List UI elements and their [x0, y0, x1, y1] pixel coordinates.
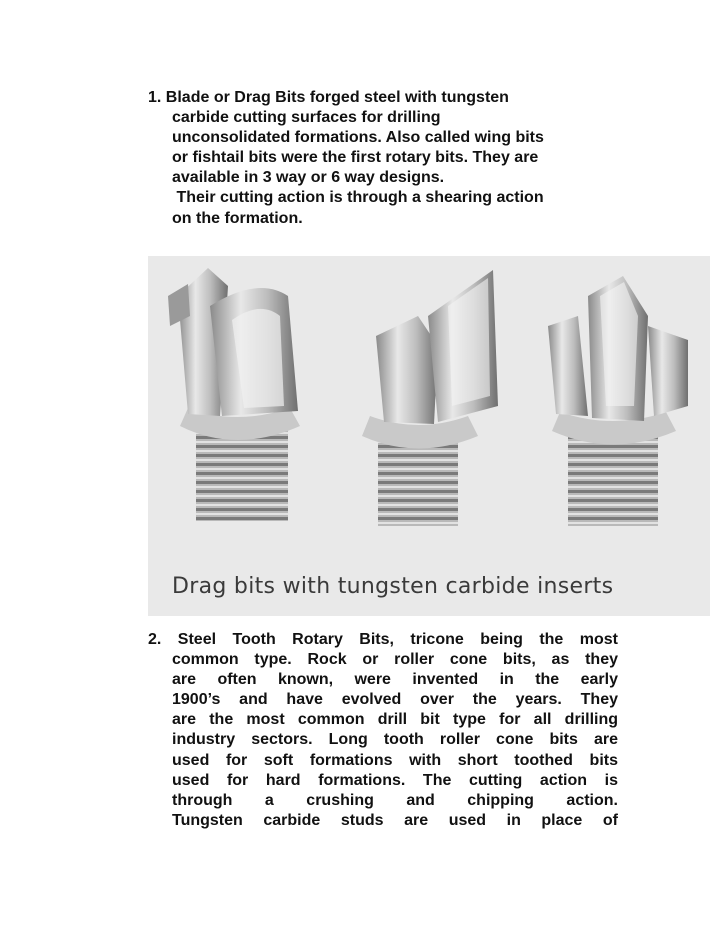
- item-1-line-1: [148, 88, 618, 108]
- item-2-line-5: are the most common drill bit type for all drilling: [172, 711, 618, 729]
- item-2-line-3: are often known, were invented in the early: [172, 671, 618, 689]
- item-2-line-6: industry sectors. Long tooth roller cone bits are: [172, 731, 618, 749]
- item-2-text-1: Steel Tooth Rotary Bits, tricone being the most: [177, 631, 618, 648]
- item-1-line-3: unconsolidated formations. Also called wing bits: [172, 129, 544, 147]
- list-item-2: [148, 630, 618, 831]
- item-1-line-2: carbide cutting surfaces for drilling: [172, 109, 441, 127]
- item-2-line-7: used for soft formations with short toothed bits: [172, 751, 618, 769]
- item-1-line-6: Their cutting action is through a shearing action: [172, 189, 544, 207]
- item-1-line-4: or fishtail bits were the first rotary bits. They are: [172, 149, 539, 167]
- drag-bits-photo: [148, 256, 710, 616]
- item-2-line-2: common type. Rock or roller cone bits, as they: [172, 651, 618, 669]
- item-2-line-1: [148, 630, 618, 650]
- item-2-line-10: Tungsten carbide studs are used in place of: [172, 811, 618, 829]
- item-2-line-9: through a crushing and chipping action.: [172, 791, 618, 809]
- item-1-text-1: Blade or Drag Bits forged steel with tungsten: [165, 89, 509, 106]
- drag-bits-illustration: [148, 256, 710, 616]
- item-1-line-5: available in 3 way or 6 way designs.: [172, 169, 445, 187]
- list-item-1: [148, 88, 618, 229]
- figure-caption: Drag bits with tungsten carbide inserts: [172, 574, 614, 599]
- item-2-line-8: used for hard formations. The cutting action is: [172, 771, 618, 789]
- item-2-line-4: 1900’s and have evolved over the years. They: [172, 691, 618, 709]
- item-2-number: 2.: [148, 631, 162, 648]
- item-1-line-7: on the formation.: [172, 209, 303, 227]
- item-1-number: 1.: [148, 89, 162, 106]
